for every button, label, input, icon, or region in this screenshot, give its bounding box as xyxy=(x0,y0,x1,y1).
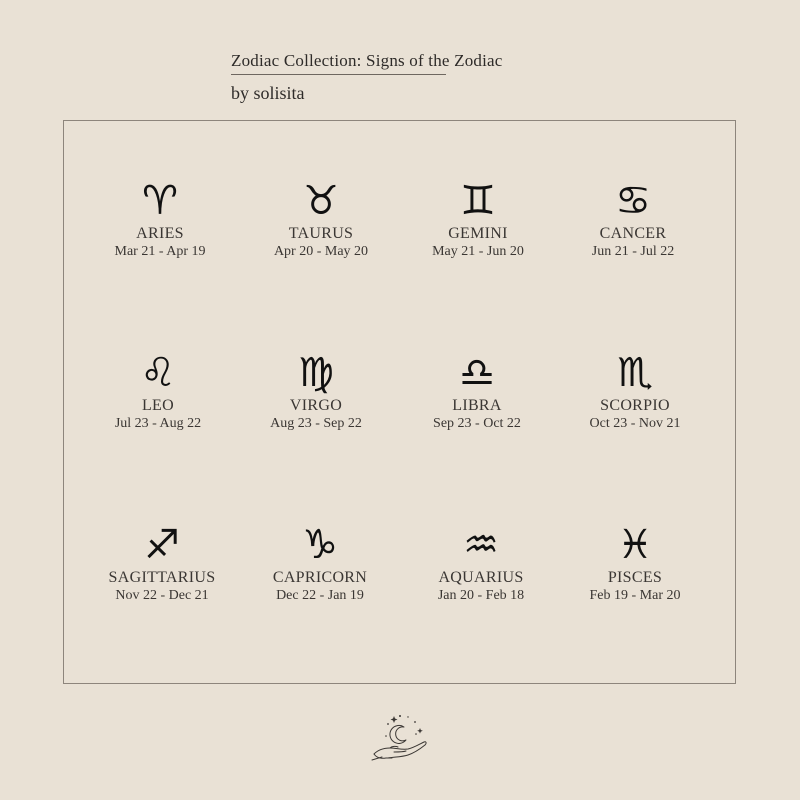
sign-libra xyxy=(392,347,562,433)
sign-dates: Jan 20 - Feb 18 xyxy=(437,588,525,603)
sign-dates: Sep 23 - Oct 22 xyxy=(433,416,521,431)
sign-dates: Feb 19 - Mar 20 xyxy=(589,588,681,603)
sign-dates: Apr 20 - May 20 xyxy=(273,244,369,259)
cancer-icon: ♋ xyxy=(615,178,651,224)
page-title: Zodiac Collection: Signs of the Zodiac xyxy=(231,51,503,70)
sign-name: AQUARIUS xyxy=(438,569,524,586)
aries-icon: ♈ xyxy=(142,178,178,224)
sign-name: SAGITTARIUS xyxy=(108,569,216,586)
sign-dates: Nov 22 - Dec 21 xyxy=(115,588,209,603)
sign-scorpio xyxy=(550,347,720,433)
capricorn-icon: ♑ xyxy=(302,522,338,568)
sign-leo xyxy=(73,347,243,433)
sign-virgo xyxy=(231,347,401,433)
sign-name: ARIES xyxy=(136,225,184,242)
header xyxy=(231,50,503,104)
sign-aquarius xyxy=(396,519,566,605)
sign-taurus xyxy=(236,175,406,261)
sign-name: CANCER xyxy=(599,225,667,242)
virgo-icon: ♍ xyxy=(298,350,334,396)
sign-dates: Dec 22 - Jan 19 xyxy=(276,588,364,603)
sign-name: LEO xyxy=(141,397,174,414)
sign-dates: Aug 23 - Sep 22 xyxy=(270,416,362,431)
gemini-icon: ♊ xyxy=(460,178,496,224)
sign-dates: May 21 - Jun 20 xyxy=(432,244,524,259)
sign-dates: Jun 21 - Jul 22 xyxy=(591,244,675,259)
sign-name: VIRGO xyxy=(289,397,343,414)
sign-name: PISCES xyxy=(607,569,663,586)
aquarius-icon: ♒ xyxy=(463,522,499,568)
pisces-icon: ♓ xyxy=(617,522,653,568)
sign-name: CAPRICORN xyxy=(272,569,368,586)
libra-icon: ♎ xyxy=(459,350,495,396)
sagittarius-icon: ♐ xyxy=(144,522,180,568)
sign-dates: Jul 23 - Aug 22 xyxy=(114,416,202,431)
sign-pisces xyxy=(550,519,720,605)
byline: by solisita xyxy=(231,83,305,103)
sign-aries xyxy=(75,175,245,261)
sign-capricorn xyxy=(235,519,405,605)
sign-dates: Oct 23 - Nov 21 xyxy=(589,416,681,431)
taurus-icon: ♉ xyxy=(303,178,339,224)
sign-name: SCORPIO xyxy=(600,397,670,414)
title-underline xyxy=(231,74,446,75)
scorpio-icon: ♏ xyxy=(617,350,653,396)
sign-name: TAURUS xyxy=(288,225,354,242)
sign-gemini xyxy=(393,175,563,261)
sign-name: LIBRA xyxy=(452,397,502,414)
sign-sagittarius xyxy=(77,519,247,605)
sign-cancer xyxy=(548,175,718,261)
sign-name: GEMINI xyxy=(448,225,508,242)
leo-icon: ♌ xyxy=(140,350,176,396)
sign-dates: Mar 21 - Apr 19 xyxy=(114,244,206,259)
hand-moon-stars-icon xyxy=(368,710,432,770)
